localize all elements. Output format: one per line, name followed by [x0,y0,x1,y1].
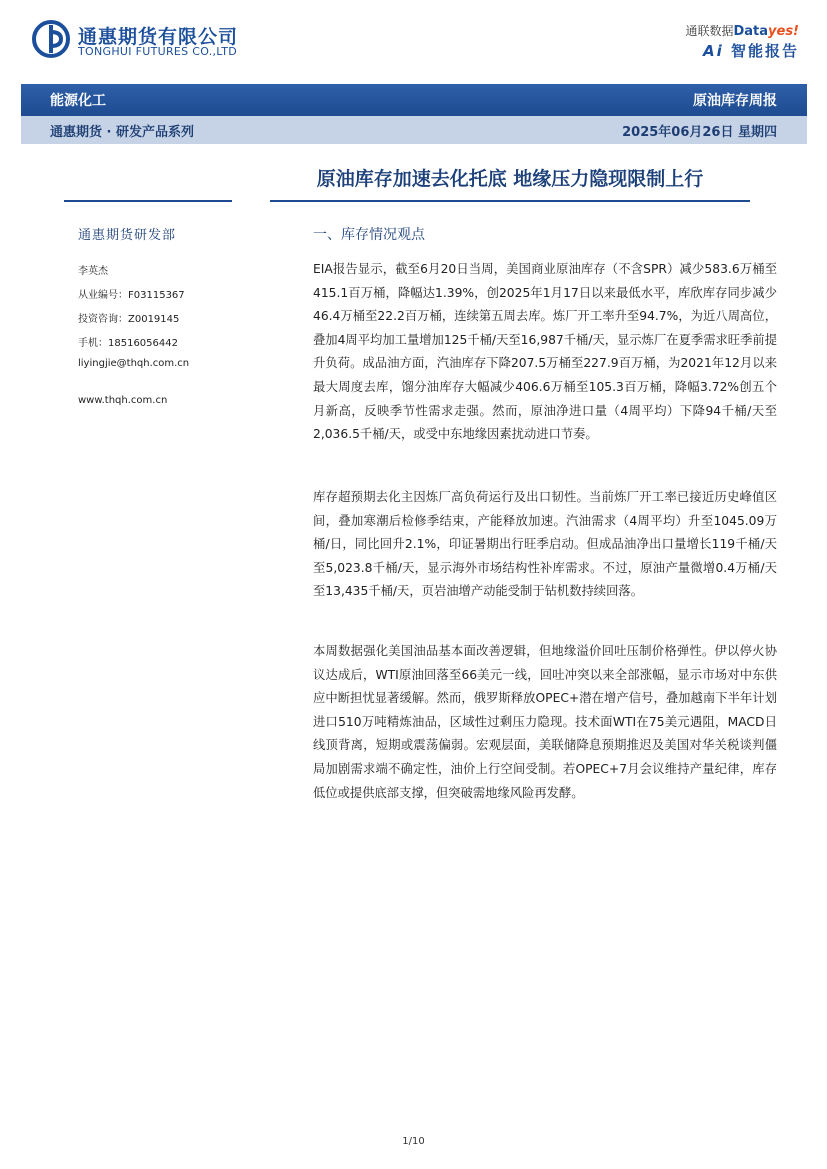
sidebar-divider [64,200,232,202]
section-heading: 一、库存情况观点 [313,227,425,243]
analyst-name: 李英杰 [78,266,108,277]
advisory-number: 投资咨询：Z0019145 [78,314,180,325]
paragraph: 库存超预期去化主因炼厂高负荷运行及出口韧性。当前炼厂开工率已接近历史峰值区间，叠加寒潮后检修季结束，产能释放加速。汽油需求（4周平均）升至1045.09万桶/日，同比回升2.1%，印证暑期出行旺季启动。但成品油净出口量增长119千桶/天至5,023.8千桶/天，显示海外市场结构性补库需求。不过，原油产量微增0.4万桶/天至13,435千桶/天，页岩油增产动能受制于钻机数持续回落。 [313,490,777,599]
company-logo-icon [32,20,70,58]
report-date: 2025年06月26日 星期四 [622,125,777,140]
paragraph: 本周数据强化美国油品基本面改善逻辑，但地缘溢价回吐压制价格弹性。伊以停火协议达成后，WTI原油回落至66美元一线，回吐冲突以来全部涨幅，显示市场对中东供应中断担忧显著缓解。然而，俄罗斯释放OPEC+潜在增产信号，叠加越南下半年计划进口510万吨精炼油品，区域性过剩压力隐现。技术面WTI在75美元遇阻，MACD日线顶背离，短期或震荡偏弱。宏观层面，美联储降息预期推迟及美国对华关税谈判僵局加剧需求端不确定性，油价上行空间受制。若OPEC+7月会议维持产量纪律，库存低位或提供底部支撑，但突破需地缘风险再发酵。 [313,644,777,800]
header-band-primary [21,84,807,116]
title-divider [270,200,750,202]
report-title: 原油库存加速去化托底 地缘压力隐现限制上行 [316,168,704,190]
ai-report-label [703,40,799,61]
partner-yes: yes! [768,24,799,39]
ai-mark: Ai [702,42,724,60]
paragraph: EIA报告显示，截至6月20日当周，美国商业原油库存（不含SPR）减少583.6万桶至415.1百万桶，降幅达1.39%，创2025年1月17日以来最低水平，库欣库存同步减少46.4万桶至22.2百万桶，连续第五周去库。炼厂开工率升至94.7%，为近八周高位，叠加4周平均加工量增加125千桶/天至16,987千桶/天，显示炼厂在夏季需求旺季前提升负荷。成品油方面，汽油库存下降207.5万桶至227.9百万桶，为2021年12月以来最大周度去库，馏分油库存大幅减少406.6万桶至105.3百万桶，降幅3.72%创五个月新高，反映季节性需求走强。然而，原油净进口量（4周平均）下降94千桶/天至2,036.5千桶/天，或受中东地缘因素扰动进口节奏。 [313,262,777,442]
report-type-label: 原油库存周报 [693,93,777,109]
partner-data: Data [733,24,769,39]
partner-prefix: 通联数据 [685,24,734,38]
analyst-phone: 手机：18516056442 [78,338,178,349]
sector-label: 能源化工 [50,93,106,109]
company-name-en: TONGHUI FUTURES CO.,LTD [78,45,238,58]
company-website[interactable]: www.thqh.com.cn [78,395,168,406]
license-number: 从业编号：F03115367 [78,290,185,301]
analyst-email[interactable]: liyingjie@thqh.com.cn [78,358,190,369]
partner-logo [685,22,799,39]
page-number: 1/10 [402,1136,425,1147]
series-label: 通惠期货 · 研发产品系列 [50,125,194,140]
department-name: 通惠期货研发部 [78,228,177,243]
company-name-cn: 通惠期货有限公司 [78,26,239,48]
ai-label: 智能报告 [730,42,799,60]
